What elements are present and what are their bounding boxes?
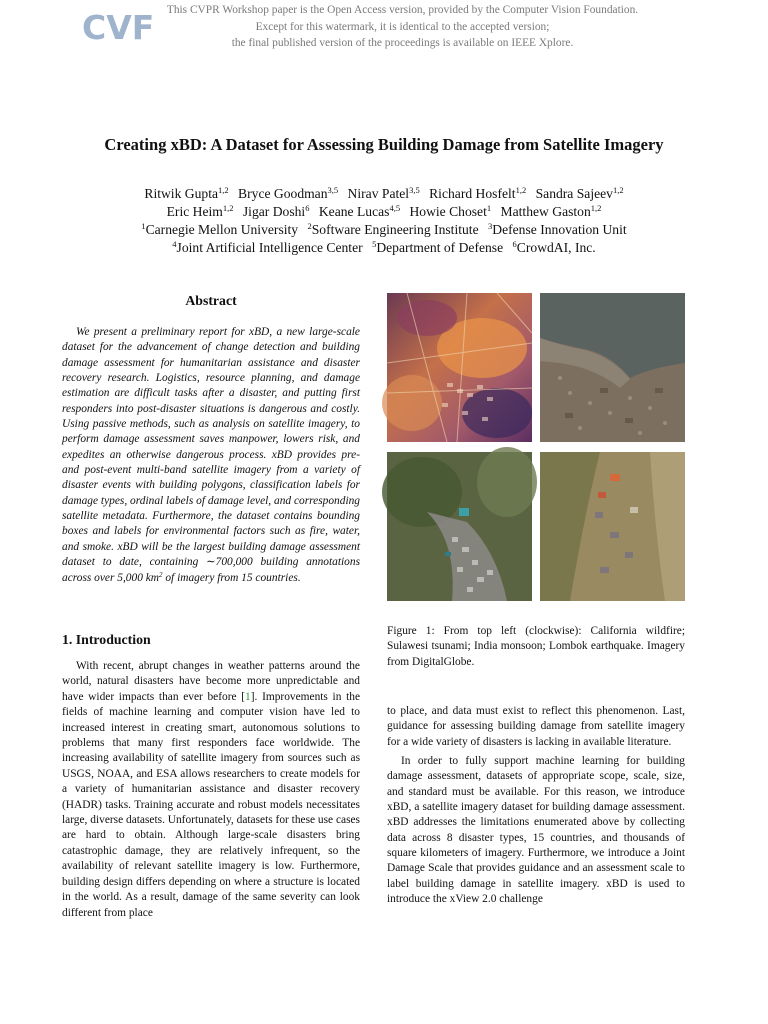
watermark-line-2: Except for this watermark, it is identical to the accepted version; xyxy=(255,20,550,33)
author: Ritwik Gupta$^{1,2}$ xyxy=(144,185,229,201)
affiliation: $^1$Carnegie Mellon University xyxy=(141,221,299,237)
section-heading-introduction: 1. Introduction xyxy=(62,632,151,647)
affiliation: $^6$CrowdAI, Inc. xyxy=(512,239,596,255)
figure-caption: Figure 1: From top left (clockwise): California wildfire; Sulawesi tsunami; India monsoon; Lombok earthquake. Imagery from DigitalGlobe. xyxy=(387,625,685,668)
author: Nirav Patel$^{3,5}$ xyxy=(347,185,420,201)
author: Jigar Doshi$^6$ xyxy=(242,203,310,219)
intro-paragraph: With recent, abrupt changes in weather patterns around the world, natural disasters have become more unpredictable and have wider impacts than ever before [1]. Improvements in the fields of machine learning and computer vision have led to increased interest in creating smart, autonomous solutions to problems that many first responders face worldwide. The increasing availability of satellite imagery from sources such as USGS, NOAA, and ESA allows researchers to create models for a variety of humanitarian assistance and disaster recovery (HADR) tasks. Training accurate and robust models necessitates large, diverse datasets. Unfortunately, datasets for these use cases are hard to obtain. Although large-scale disasters bring catastrophic damage, they are relatively infrequent, so the availability of relevant satellite imagery is low. Furthermore, building design differs depending on where a structure is located in the world. As a result, damage of the same severity can look different from place xyxy=(62,660,361,919)
author: Matthew Gaston$^{1,2}$ xyxy=(500,203,602,219)
watermark-line-3: the final published version of the proceedings is available on IEEE Xplore. xyxy=(231,37,574,49)
affiliation: $^2$Software Engineering Institute xyxy=(307,221,479,237)
author-block xyxy=(40,185,728,257)
figure-image-california-wildfire xyxy=(387,293,532,442)
affiliation-line-2 xyxy=(40,239,728,257)
affiliation: $^3$Defense Innovation Unit xyxy=(488,221,627,237)
paper-title: Creating xBD: A Dataset for Assessing Building Damage from Satellite Imagery xyxy=(104,135,664,154)
cvf-logo xyxy=(82,6,155,47)
affiliation: $^5$Department of Defense xyxy=(372,239,504,255)
watermark-notice xyxy=(150,2,655,52)
affiliation: $^4$Joint Artificial Intelligence Center xyxy=(172,239,363,255)
author: Richard Hosfelt$^{1,2}$ xyxy=(429,185,527,201)
author: Howie Choset$^1$ xyxy=(409,203,492,219)
cvf-logo-text: CVF xyxy=(82,8,155,47)
citation-link[interactable]: 1 xyxy=(245,690,251,703)
affiliation-line-1 xyxy=(40,221,728,239)
author: Sandra Sajeev$^{1,2}$ xyxy=(535,185,624,201)
right-column-body xyxy=(387,704,685,911)
author: Eric Heim$^{1,2}$ xyxy=(166,203,234,219)
author: Bryce Goodman$^{3,5}$ xyxy=(238,185,339,201)
abstract-text: We present a preliminary report for xBD, a new large-scale dataset for the advancement of change detection and building damage assessment for humanitarian assistance and disaster recovery research. Logistics, resource planning, and damage estimation are difficult tasks after a disaster, and putting first responders into post-disaster situations is dangerous and costly. Using passive methods, such as analysis on satellite imagery, to perform damage assessment saves manpower, lowers risk, and expedites an otherwise dangerous process. xBD provides pre- and post-event multi-band satellite imagery from a variety of disaster events with building polygons, classification labels for damage types, ordinal labels of damage level, and corresponding satellite metadata. Furthermore, the dataset contains bounding boxes and labels for environmental factors such as fire, water, and smoke. xBD will be the largest building damage assessment dataset to date, containing ∼700,000 building annotations across over 5,000 $km^2$ of imagery from 15 countries. xyxy=(62,326,360,584)
watermark-line-1: This CVPR Workshop paper is the Open Access version, provided by the Computer Vision Foundation. xyxy=(166,4,639,16)
figure-image-sulawesi-tsunami xyxy=(540,293,685,442)
abstract-heading: Abstract xyxy=(185,293,237,308)
author: Keane Lucas$^{4,5}$ xyxy=(318,203,401,219)
figure-image-india-monsoon xyxy=(387,452,532,601)
body-paragraph: to place, and data must exist to reflect this phenomenon. Last, guidance for assessing building damage from satellite imagery for a wide variety of disasters is lacking in available literature. xyxy=(387,705,685,748)
author-line-2 xyxy=(40,203,728,221)
body-paragraph: In order to fully support machine learning for building damage assessment, datasets of appropriate scope, scale, size, and standard must be available. For this reason, we introduce xBD, a satellite imagery dataset for building damage assessment. xBD addresses the limitations enumerated above by collecting data across 8 disaster types, 15 countries, and thousands of square kilometers of imagery. Furthermore, we introduce a Joint Damage Scale that provides guidance and an assessment scale to label building damage in satellite imagery. xBD is used to introduce the xView 2.0 challenge xyxy=(387,755,685,906)
author-line-1 xyxy=(40,185,728,203)
figure-1 xyxy=(387,293,685,601)
figure-image-lombok-earthquake xyxy=(540,452,685,601)
